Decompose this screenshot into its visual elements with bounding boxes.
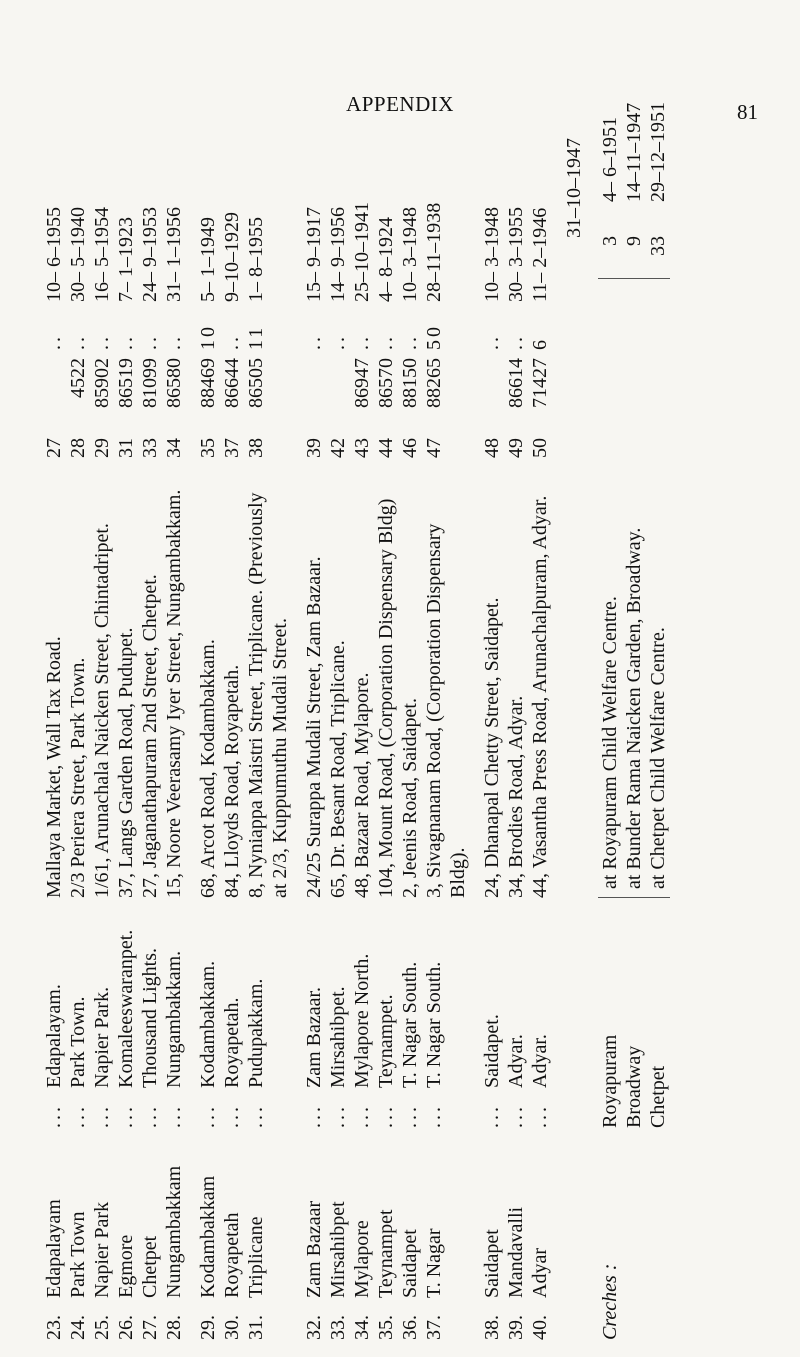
creche-date: 14–11–1947 [623,102,645,202]
ward-number: 42 [327,438,349,458]
date-started: 25–10–1941 [351,202,373,302]
table-row [162,120,186,1340]
page-title: APPENDIX [346,92,454,116]
table-row [66,120,90,1340]
creche-number: 3 [598,222,622,279]
table-row [422,120,470,1340]
count-value: .. [67,334,89,350]
centre-name: Nungambakkam [163,1165,185,1298]
row-number: 33. [327,1315,349,1340]
count-value: 50 [423,324,445,350]
ward-number: 27 [43,438,65,458]
area-name: Royapetah. [221,997,243,1088]
area-name: Zam Bazaar. [303,986,325,1088]
area-name: T. Nagar South. [399,961,421,1088]
phone-number: 4522 [67,358,89,398]
table-row [504,120,528,1340]
leader-dots: ... [375,1104,397,1128]
count-value: 6 [529,337,551,350]
centre-name: T. Nagar [423,1228,445,1298]
page-number: 81 [737,100,758,124]
ward-number: 50 [529,438,551,458]
count-value: .. [481,334,503,350]
creches-section [598,102,670,1340]
creches-list [598,92,670,1128]
date-started: 9–10–1929 [221,212,243,302]
table-row [302,120,326,1340]
leader-dots: ... [351,1104,373,1128]
table-row [374,120,398,1340]
phone-number: 88265 [423,358,445,408]
centre-name: Chetpet [139,1235,161,1298]
leader-dots: ... [197,1104,219,1128]
creche-place: Royapuram [599,1034,621,1128]
address: 1/61, Arunachala Naicken Street, Chintadripet. [91,523,113,898]
table-row [138,120,162,1340]
creche-place: Chetpet [647,1065,669,1128]
creche-row [646,92,670,1128]
table-row [220,120,244,1340]
date-started: 10– 3–1948 [399,207,421,302]
ward-number: 34 [163,438,185,458]
area-name: Adyar. [529,1034,551,1088]
row-number: 27. [139,1315,161,1340]
creche-place: Broadway [623,1045,645,1128]
count-value: .. [327,334,349,350]
row-number: 37. [423,1315,445,1340]
address: 84, Lloyds Road, Royapetah. [221,664,243,898]
phone-number: 88150 [399,358,421,408]
area-name: Mylapore North. [351,953,373,1088]
count-value: .. [115,334,137,350]
area-name: Mirsahibpet. [327,986,349,1088]
address: 104, Mount Road, (Corporation Dispensary Bldg) [375,498,397,898]
count-value: .. [43,334,65,350]
date-started: 15– 9–1917 [303,207,325,302]
date-started: 30– 5–1940 [67,207,89,302]
address: 48, Bazaar Road, Mylapore. [351,672,373,898]
leader-dots: ... [163,1104,185,1128]
leader-dots: ... [139,1104,161,1128]
phone-number: 86947 [351,358,373,408]
address: 65, Dr. Besant Road, Triplicane. [327,640,349,898]
table-row [42,120,66,1340]
ward-number: 44 [375,438,397,458]
ward-number: 37 [221,438,243,458]
table-row [114,120,138,1340]
row-number: 40. [529,1315,551,1340]
row-number: 32. [303,1315,325,1340]
address: 68, Arcot Road, Kodambakkam. [197,639,219,898]
count-value: .. [139,334,161,350]
centre-name: Park Town [67,1211,89,1298]
centre-name: Adyar [529,1248,551,1298]
phone-number: 86519 [115,358,137,408]
ward-number: 28 [67,438,89,458]
ward-number: 43 [351,438,373,458]
creche-number: 9 [622,222,646,279]
centre-name: Saidapet [481,1229,503,1298]
count-value: .. [399,334,421,350]
table-row [90,120,114,1340]
area-name: Teynampet. [375,994,397,1088]
area-name: Komaleeswaranpet. [115,929,137,1088]
ward-number: 49 [505,438,527,458]
row-number: 25. [91,1315,113,1340]
count-value: .. [221,334,243,350]
area-name: Saidapet. [481,1014,503,1088]
table-row [350,120,374,1340]
ward-number: 48 [481,438,503,458]
row-number: 24. [67,1315,89,1340]
address: 24, Dhanapal Chetty Street, Saidapet. [481,597,503,898]
count-value: .. [303,334,325,350]
ward-number: 29 [91,438,113,458]
date-started: 14– 9–1956 [327,207,349,302]
area-name: Kodambakkam. [197,960,219,1088]
centre-name: Teynampet [375,1209,397,1298]
table-row-extra-date [562,120,586,1340]
phone-number: 71427 [529,358,551,408]
area-name: Nungambakkam. [163,950,185,1088]
phone-number: 86570 [375,358,397,408]
row-number: 35. [375,1315,397,1340]
leader-dots: ... [423,1104,445,1128]
centre-name: Napier Park [91,1201,113,1298]
leader-dots: ... [67,1104,89,1128]
table-row [244,120,292,1340]
centre-name: Mylapore [351,1220,373,1298]
address: 15, Noore Veerasamy Iyer Street, Nungambakkam. [163,489,185,898]
leader-dots: ... [481,1104,503,1128]
ward-number: 39 [303,438,325,458]
address: 24/25 Surappa Mudali Street, Zam Bazaar. [303,556,325,898]
area-name: Adyar. [505,1034,527,1088]
creche-location: at Chetpet Child Welfare Centre. [646,279,670,898]
leader-dots: ... [43,1104,65,1128]
date-started: 1– 8–1955 [245,217,267,302]
creche-location: at Bunder Rama Naicken Garden, Broadway. [622,279,646,898]
creche-date: 4– 6–1951 [599,117,621,202]
row-number: 29. [197,1315,219,1340]
count-value: .. [91,334,113,350]
date-started: 11– 2–1946 [529,207,551,302]
row-number: 30. [221,1315,243,1340]
phone-number: 86580 [163,358,185,408]
date-started: 30– 3–1955 [505,207,527,302]
row-number: 36. [399,1315,421,1340]
creche-row [622,92,646,1128]
leader-dots: ... [245,1104,267,1128]
table-row [398,120,422,1340]
date-started: 31–10–1947 [563,138,585,238]
centre-name: Kodambakkam [197,1175,219,1298]
row-number: 39. [505,1315,527,1340]
address: 2, Jeenis Road, Saidapet. [399,698,421,898]
leader-dots: ... [529,1104,551,1128]
row-number: 23. [43,1315,65,1340]
table-row [480,120,504,1340]
centre-name: Saidapet [399,1229,421,1298]
ward-number: 47 [423,438,445,458]
ward-number: 33 [139,438,161,458]
phone-number: 86614 [505,358,527,408]
address: 37, Langs Garden Road, Pudupet. [115,627,137,898]
row-number: 28. [163,1315,185,1340]
area-name: Park Town. [67,996,89,1088]
address: 34, Brodies Road, Adyar. [505,695,527,898]
centre-name: Zam Bazaar [303,1200,325,1298]
address: 3, Sivagnanam Road, (Corporation Dispensary Bldg). [423,523,469,898]
leader-dots: ... [91,1104,113,1128]
date-started: 31– 1–1956 [163,207,185,302]
date-started: 10– 6–1955 [43,207,65,302]
leader-dots: ... [505,1104,527,1128]
area-name: Napier Park. [91,986,113,1088]
centre-name: Edapalayam [43,1199,65,1298]
row-number: 34. [351,1315,373,1340]
creche-number: 33 [646,222,670,279]
row-number: 26. [115,1315,137,1340]
count-value: 11 [245,324,267,350]
ward-number: 46 [399,438,421,458]
creche-row [598,92,622,1128]
centre-name: Triplicane [245,1216,267,1298]
count-value: .. [163,334,185,350]
area-name: Edapalayam. [43,984,65,1088]
address: Mallaya Market, Wall Tax Road. [43,636,65,898]
creche-location: at Royapuram Child Welfare Centre. [598,279,622,898]
centre-name: Egmore [115,1234,137,1298]
centre-name: Mirsahibpet [327,1201,349,1298]
ward-number: 38 [245,438,267,458]
leader-dots: ... [115,1104,137,1128]
date-started: 10– 3–1948 [481,207,503,302]
address: 27, Jaganathapuram 2nd Street, Chetpet. [139,574,161,898]
centre-name: Mandavalli [505,1206,527,1298]
date-started: 24– 9–1953 [139,207,161,302]
address: 44, Vasantha Press Road, Arunachalpuram, Adyar. [529,495,551,898]
date-started: 28–11–1938 [423,202,445,302]
row-number: 38. [481,1315,503,1340]
date-started: 7– 1–1923 [115,217,137,302]
row-number: 31. [245,1315,267,1340]
date-started: 4– 8–1924 [375,217,397,302]
creche-date: 29–12–1951 [647,102,669,202]
table-row [528,120,552,1340]
ward-number: 35 [197,438,219,458]
leader-dots: ... [221,1104,243,1128]
leader-dots: ... [327,1104,349,1128]
phone-number: 86644 [221,358,243,408]
phone-number: 88469 [197,358,219,408]
centre-name: Royapetah [221,1212,243,1298]
table-row [326,120,350,1340]
phone-number: 85902 [91,358,113,408]
count-value: .. [375,334,397,350]
count-value: .. [351,334,373,350]
date-started: 5– 1–1949 [197,217,219,302]
institution-list [42,120,586,1340]
count-value: 10 [197,324,219,350]
ward-number: 31 [115,438,137,458]
date-started: 16– 5–1954 [91,207,113,302]
leader-dots: ... [303,1104,325,1128]
address: 2/3 Periera Street, Park Town. [67,657,89,898]
phone-number: 86505 [245,358,267,408]
area-name: Thousand Lights. [139,948,161,1088]
address: 8, Nyniappa Maistri Street, Triplicane. (Previously at 2/3, Kuppumuthu Mudali Street. [245,492,291,898]
area-name: T. Nagar South. [423,961,445,1088]
creches-label: Creches : [599,1263,621,1340]
leader-dots: ... [399,1104,421,1128]
count-value: .. [505,334,527,350]
phone-number: 81099 [139,358,161,408]
table-row [196,120,220,1340]
area-name: Pudupakkam. [245,978,267,1088]
